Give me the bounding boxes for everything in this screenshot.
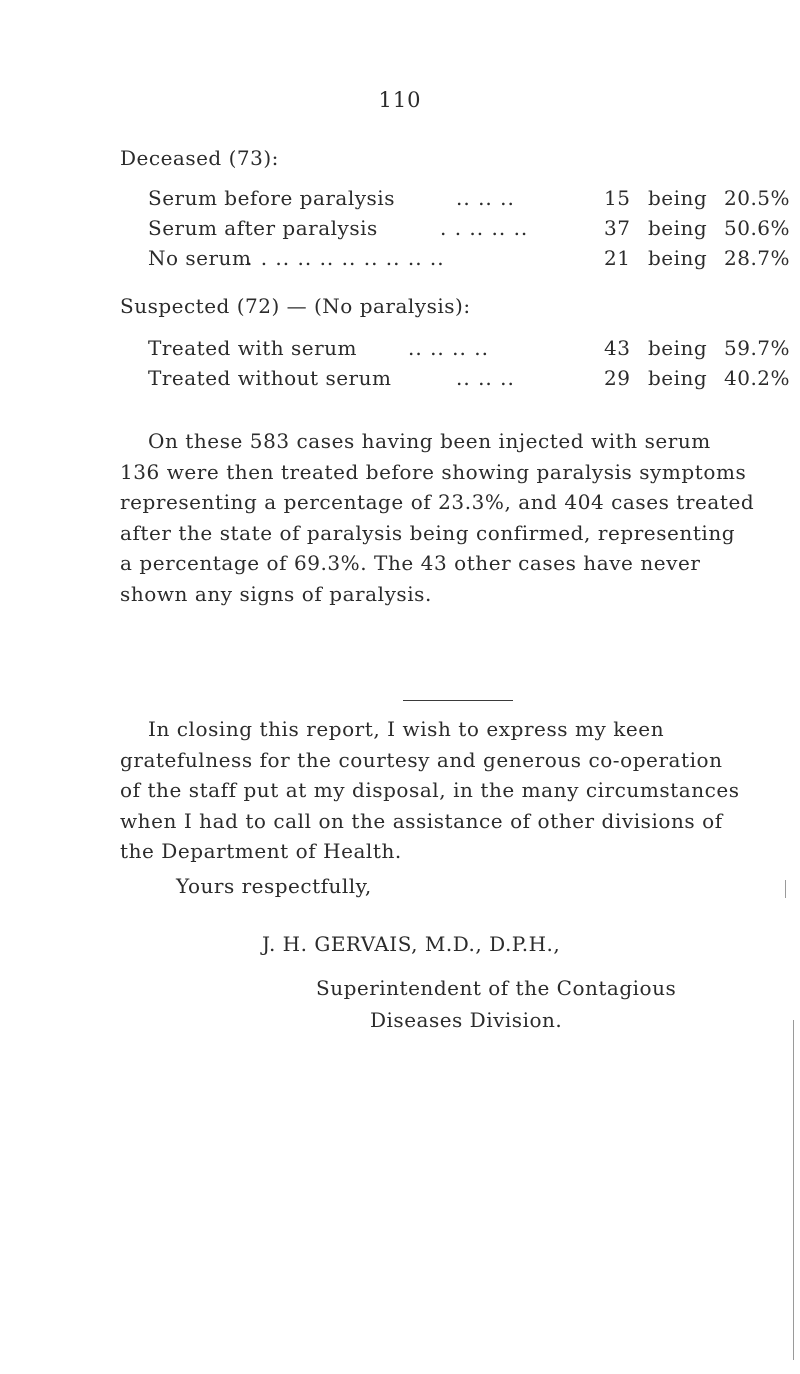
row-label: Treated without serum bbox=[148, 366, 392, 390]
stat-row-treated-with-serum bbox=[148, 336, 791, 364]
row-label: Treated with serum bbox=[148, 336, 357, 360]
suspected-heading: Suspected (72) — (No paralysis): bbox=[120, 294, 471, 318]
paragraph-line: the Department of Health. bbox=[120, 839, 402, 863]
row-label: Serum after paralysis bbox=[148, 216, 378, 240]
row-count: 37 bbox=[604, 216, 631, 240]
paragraph-line: gratefulness for the courtesy and generous co-operation bbox=[120, 747, 723, 772]
row-percentage: 20.5% bbox=[724, 186, 791, 210]
scan-edge-mark bbox=[785, 880, 786, 898]
row-label: No serum bbox=[148, 246, 252, 270]
leader-dots: .. .. .. bbox=[456, 186, 515, 210]
row-count: 43 bbox=[604, 336, 631, 360]
paragraph-line: of the staff put at my disposal, in the many circumstances bbox=[120, 778, 740, 802]
paragraph-line: In closing this report, I wish to express my keen bbox=[148, 717, 665, 741]
row-count: 21 bbox=[604, 246, 631, 270]
paragraph-line: representing a percentage of 23.3%, and 404 cases treated bbox=[120, 490, 755, 514]
scan-edge-mark bbox=[793, 1020, 794, 1360]
paragraph-line: shown any signs of paralysis. bbox=[120, 581, 432, 606]
stat-row-no-serum bbox=[148, 246, 791, 274]
section-divider bbox=[403, 700, 513, 701]
row-count: 15 bbox=[604, 186, 631, 210]
signature-title-line1: Superintendent of the Contagious bbox=[316, 976, 677, 1000]
paragraph-line: after the state of paralysis being confirmed, representing bbox=[120, 520, 736, 545]
stat-row-serum-after bbox=[148, 216, 791, 244]
row-label: Serum before paralysis bbox=[148, 186, 395, 210]
leader-dots: . . .. .. .. bbox=[440, 216, 529, 240]
row-being: being bbox=[648, 216, 708, 240]
leader-dots: . . .. .. .. .. .. .. .. .. bbox=[246, 246, 445, 270]
paragraph-line: On these 583 cases having been injected with serum bbox=[148, 429, 711, 453]
row-being: being bbox=[648, 336, 708, 360]
stat-row-treated-without-serum bbox=[148, 366, 791, 394]
page-number: 110 bbox=[378, 88, 422, 112]
paragraph-line: when I had to call on the assistance of other divisions of bbox=[120, 808, 723, 833]
row-percentage: 40.2% bbox=[724, 366, 791, 390]
stat-row-serum-before bbox=[148, 186, 791, 214]
row-being: being bbox=[648, 186, 708, 210]
salutation: Yours respectfully, bbox=[176, 874, 372, 898]
deceased-heading: Deceased (73): bbox=[120, 146, 279, 170]
row-being: being bbox=[648, 246, 708, 270]
signature-title-line2: Diseases Division. bbox=[370, 1008, 563, 1032]
paragraph-line: a percentage of 69.3%. The 43 other cases have never bbox=[120, 551, 701, 575]
row-being: being bbox=[648, 366, 708, 390]
row-percentage: 59.7% bbox=[724, 336, 791, 360]
leader-dots: .. .. .. bbox=[456, 366, 515, 390]
leader-dots: .. .. .. .. bbox=[408, 336, 489, 360]
closing-paragraph bbox=[120, 714, 800, 867]
row-percentage: 28.7% bbox=[724, 246, 791, 270]
row-count: 29 bbox=[604, 366, 631, 390]
signature-name: J. H. GERVAIS, M.D., D.P.H., bbox=[262, 932, 561, 956]
results-paragraph bbox=[120, 426, 800, 609]
paragraph-line: 136 were then treated before showing paralysis symptoms bbox=[120, 459, 747, 484]
row-percentage: 50.6% bbox=[724, 216, 791, 240]
